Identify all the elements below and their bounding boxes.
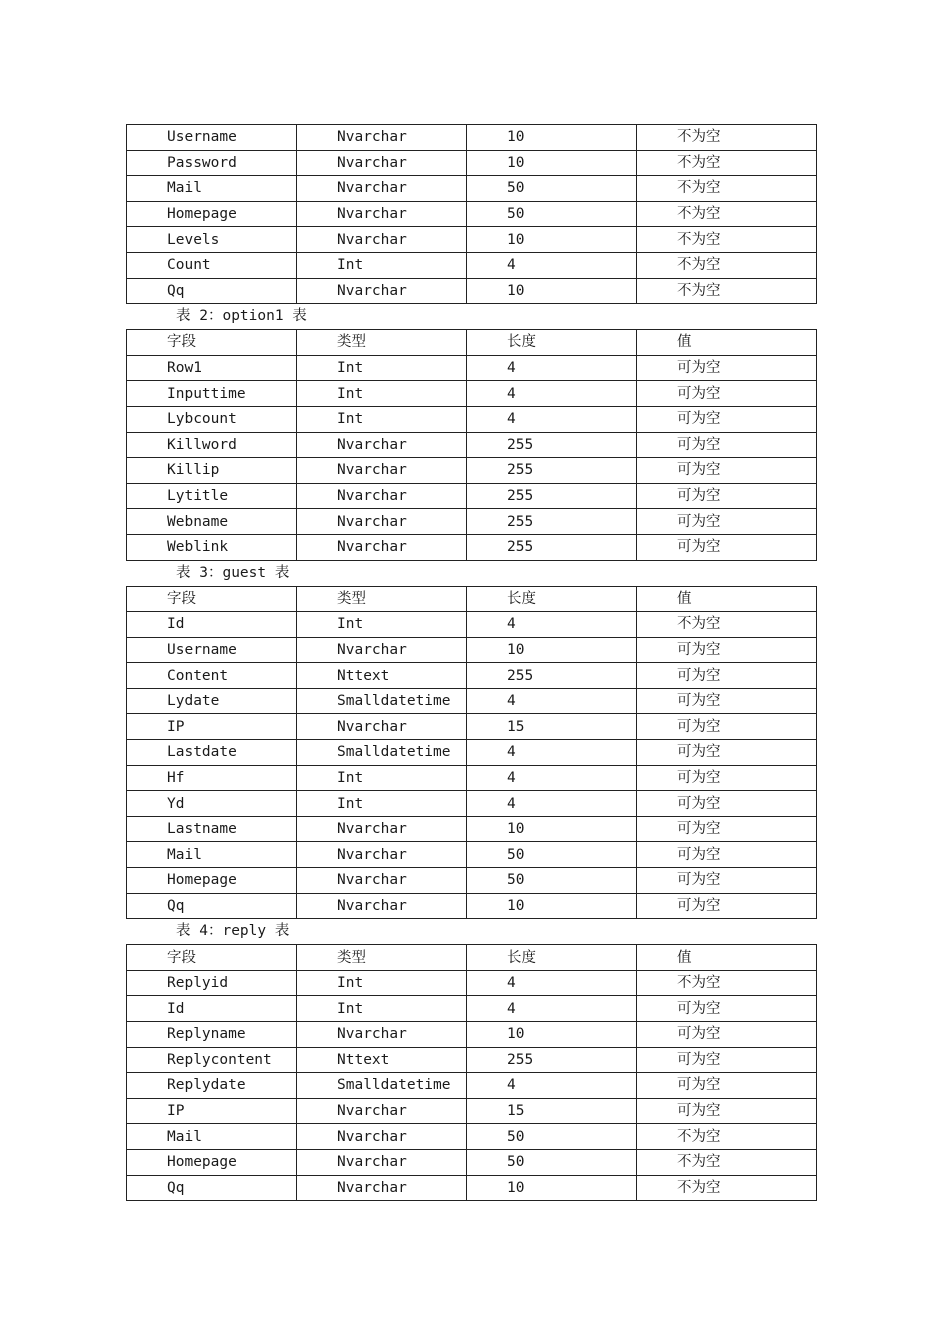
table-row [127,612,817,638]
length-cell: 10 [467,816,637,842]
column-header: 字段 [127,586,297,612]
nullable-cell: 不为空 [637,1124,817,1150]
type-cell: Nvarchar [297,534,467,560]
type-cell: Nvarchar [297,1098,467,1124]
type-cell: Nvarchar [297,509,467,535]
nullable-cell: 可为空 [637,842,817,868]
field-cell: Content [127,663,297,689]
type-cell: Int [297,406,467,432]
field-cell: Replycontent [127,1047,297,1073]
nullable-cell: 可为空 [637,1047,817,1073]
nullable-cell: 可为空 [637,996,817,1022]
table-row [127,176,817,202]
length-cell: 10 [467,637,637,663]
field-cell: Inputtime [127,381,297,407]
table-row [127,1047,817,1073]
length-cell: 255 [467,483,637,509]
table-row [127,740,817,766]
nullable-cell: 可为空 [637,688,817,714]
length-cell: 255 [467,458,637,484]
table-caption: 表 4：reply 表 [176,923,290,940]
type-cell: Int [297,381,467,407]
nullable-cell: 可为空 [637,868,817,894]
type-cell: Smalldatetime [297,1073,467,1099]
table-row [127,1098,817,1124]
field-cell: Homepage [127,1149,297,1175]
reply-table [126,944,817,1201]
nullable-cell: 可为空 [637,381,817,407]
length-cell: 4 [467,740,637,766]
table-row [127,432,817,458]
field-cell: Weblink [127,534,297,560]
length-cell: 15 [467,1098,637,1124]
field-cell: Count [127,252,297,278]
field-cell: Mail [127,176,297,202]
table-row [127,868,817,894]
length-cell: 10 [467,278,637,304]
type-cell: Nvarchar [297,227,467,253]
field-cell: Id [127,996,297,1022]
length-cell: 4 [467,765,637,791]
length-cell: 4 [467,252,637,278]
type-cell: Nvarchar [297,714,467,740]
type-cell: Nvarchar [297,893,467,919]
field-cell: Row1 [127,355,297,381]
field-cell: Qq [127,1175,297,1201]
field-cell: IP [127,1098,297,1124]
field-cell: Levels [127,227,297,253]
table-row [127,893,817,919]
field-cell: IP [127,714,297,740]
type-cell: Nvarchar [297,868,467,894]
length-cell: 4 [467,791,637,817]
type-cell: Nvarchar [297,125,467,151]
length-cell: 50 [467,842,637,868]
length-cell: 50 [467,868,637,894]
table-row [127,714,817,740]
length-cell: 4 [467,996,637,1022]
table-row [127,227,817,253]
length-cell: 50 [467,1149,637,1175]
nullable-cell: 可为空 [637,406,817,432]
table-row [127,816,817,842]
type-cell: Nvarchar [297,1149,467,1175]
column-header: 类型 [297,945,467,971]
field-cell: Yd [127,791,297,817]
type-cell: Nvarchar [297,432,467,458]
column-header: 值 [637,330,817,356]
nullable-cell: 不为空 [637,278,817,304]
nullable-cell: 不为空 [637,201,817,227]
nullable-cell: 可为空 [637,663,817,689]
column-header: 类型 [297,586,467,612]
length-cell: 255 [467,509,637,535]
table-header-row [127,330,817,356]
table-row [127,663,817,689]
nullable-cell: 可为空 [637,432,817,458]
type-cell: Int [297,355,467,381]
field-cell: Lybcount [127,406,297,432]
length-cell: 10 [467,227,637,253]
field-cell: Replyname [127,1022,297,1048]
table-row [127,842,817,868]
table-caption: 表 3：guest 表 [176,564,290,581]
length-cell: 255 [467,432,637,458]
field-cell: Lastdate [127,740,297,766]
guest-table [126,586,817,920]
column-header: 字段 [127,945,297,971]
type-cell: Nvarchar [297,458,467,484]
field-cell: Qq [127,893,297,919]
field-cell: Replyid [127,970,297,996]
type-cell: Nvarchar [297,1124,467,1150]
type-cell: Nvarchar [297,637,467,663]
nullable-cell: 可为空 [637,355,817,381]
type-cell: Nvarchar [297,483,467,509]
table-row [127,509,817,535]
type-cell: Nvarchar [297,842,467,868]
nullable-cell: 可为空 [637,1073,817,1099]
nullable-cell: 可为空 [637,893,817,919]
nullable-cell: 不为空 [637,227,817,253]
document-body [126,124,816,1201]
nullable-cell: 可为空 [637,816,817,842]
type-cell: Int [297,970,467,996]
table-row [127,355,817,381]
length-cell: 4 [467,355,637,381]
field-cell: Lastname [127,816,297,842]
field-cell: Homepage [127,201,297,227]
type-cell: Int [297,765,467,791]
type-cell: Int [297,612,467,638]
type-cell: Int [297,252,467,278]
type-cell: Nvarchar [297,201,467,227]
type-cell: Nvarchar [297,278,467,304]
type-cell: Smalldatetime [297,740,467,766]
type-cell: Nvarchar [297,150,467,176]
table-row [127,1124,817,1150]
nullable-cell: 不为空 [637,1149,817,1175]
length-cell: 50 [467,1124,637,1150]
nullable-cell: 可为空 [637,509,817,535]
field-cell: Killip [127,458,297,484]
field-cell: Webname [127,509,297,535]
field-cell: Replydate [127,1073,297,1099]
type-cell: Smalldatetime [297,688,467,714]
table-row [127,406,817,432]
nullable-cell: 可为空 [637,765,817,791]
table-row [127,637,817,663]
table-row [127,534,817,560]
type-cell: Nvarchar [297,1175,467,1201]
table-row [127,381,817,407]
length-cell: 15 [467,714,637,740]
length-cell: 255 [467,534,637,560]
length-cell: 255 [467,1047,637,1073]
field-cell: Mail [127,1124,297,1150]
table-row [127,458,817,484]
nullable-cell: 不为空 [637,176,817,202]
field-cell: Lytitle [127,483,297,509]
table-row [127,278,817,304]
nullable-cell: 不为空 [637,150,817,176]
column-header: 长度 [467,586,637,612]
field-cell: Id [127,612,297,638]
length-cell: 4 [467,612,637,638]
length-cell: 10 [467,1175,637,1201]
column-header: 值 [637,586,817,612]
type-cell: Nvarchar [297,1022,467,1048]
length-cell: 50 [467,201,637,227]
nullable-cell: 可为空 [637,714,817,740]
table-header-row [127,586,817,612]
nullable-cell: 不为空 [637,1175,817,1201]
length-cell: 4 [467,970,637,996]
nullable-cell: 不为空 [637,252,817,278]
field-cell: Hf [127,765,297,791]
users-table [126,124,817,304]
table-row [127,1022,817,1048]
field-cell: Qq [127,278,297,304]
type-cell: Nvarchar [297,816,467,842]
option1-table [126,329,817,560]
table-caption: 表 2：option1 表 [176,308,307,325]
table-row [127,791,817,817]
table-row [127,688,817,714]
table-row [127,996,817,1022]
nullable-cell: 可为空 [637,483,817,509]
nullable-cell: 可为空 [637,458,817,484]
length-cell: 4 [467,381,637,407]
nullable-cell: 可为空 [637,791,817,817]
length-cell: 10 [467,1022,637,1048]
nullable-cell: 不为空 [637,612,817,638]
type-cell: Int [297,791,467,817]
field-cell: Username [127,637,297,663]
length-cell: 10 [467,150,637,176]
table-header-row [127,945,817,971]
type-cell: Nttext [297,663,467,689]
column-header: 长度 [467,945,637,971]
table-row [127,125,817,151]
type-cell: Nvarchar [297,176,467,202]
nullable-cell: 可为空 [637,740,817,766]
length-cell: 10 [467,893,637,919]
length-cell: 10 [467,125,637,151]
field-cell: Password [127,150,297,176]
field-cell: Lydate [127,688,297,714]
type-cell: Nttext [297,1047,467,1073]
table-row [127,1175,817,1201]
field-cell: Killword [127,432,297,458]
length-cell: 50 [467,176,637,202]
table-row [127,1149,817,1175]
column-header: 字段 [127,330,297,356]
column-header: 值 [637,945,817,971]
type-cell: Int [297,996,467,1022]
length-cell: 255 [467,663,637,689]
nullable-cell: 可为空 [637,637,817,663]
table-row [127,765,817,791]
table-row [127,252,817,278]
length-cell: 4 [467,688,637,714]
length-cell: 4 [467,406,637,432]
table-row [127,1073,817,1099]
table-row [127,970,817,996]
column-header: 类型 [297,330,467,356]
field-cell: Mail [127,842,297,868]
length-cell: 4 [467,1073,637,1099]
nullable-cell: 可为空 [637,1098,817,1124]
nullable-cell: 不为空 [637,125,817,151]
field-cell: Homepage [127,868,297,894]
field-cell: Username [127,125,297,151]
column-header: 长度 [467,330,637,356]
table-row [127,150,817,176]
nullable-cell: 不为空 [637,970,817,996]
nullable-cell: 可为空 [637,534,817,560]
nullable-cell: 可为空 [637,1022,817,1048]
table-row [127,201,817,227]
table-row [127,483,817,509]
